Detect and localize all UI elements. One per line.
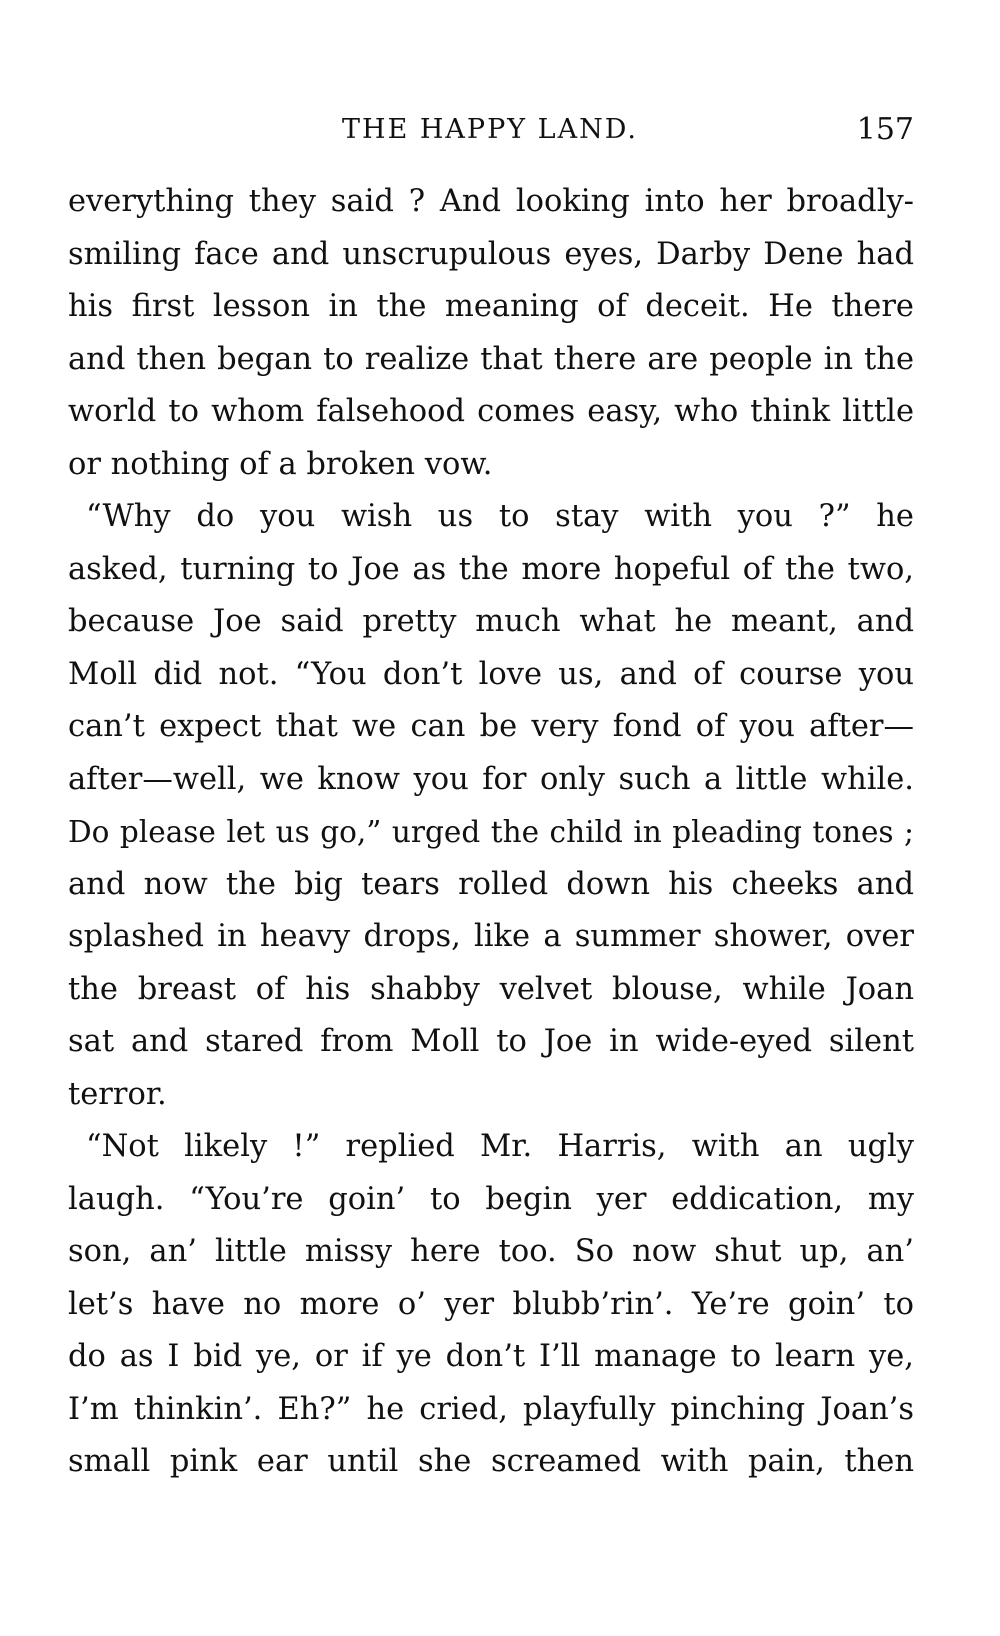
text-line: I’m thinkin’. Eh?” he cried, playfully pinching Joan’s <box>68 1391 914 1427</box>
text-line: and then began to realize that there are people in the <box>68 341 914 377</box>
paragraph-1 <box>68 176 914 491</box>
page-number: 157 <box>856 112 914 147</box>
paragraph-3 <box>68 1121 914 1489</box>
text-line: his first lesson in the meaning of deceit. He there <box>68 289 914 324</box>
text-line: sat and stared from Moll to Joe in wide-eyed silent <box>68 1024 914 1059</box>
text-line: can’t expect that we can be very fond of you after— <box>68 709 914 744</box>
text-line: world to whom falsehood comes easy, who think little <box>68 394 914 429</box>
text-line: and now the big tears rolled down his cheeks and <box>68 866 914 902</box>
text-line: splashed in heavy drops, like a summer shower, over <box>68 919 914 954</box>
paragraph-2 <box>68 491 914 1121</box>
running-head <box>66 108 914 152</box>
running-title: THE HAPPY LAND. <box>342 114 638 145</box>
text-line: small pink ear until she screamed with pain, then <box>68 1444 914 1479</box>
text-line: asked, turning to Joe as the more hopeful of the two, <box>68 551 914 587</box>
text-line: son, an’ little missy here too. So now shut up, an’ <box>68 1234 914 1269</box>
text-line: “Why do you wish us to stay with you ?” he <box>86 499 914 534</box>
text-line: everything they said ? And looking into her broadly- <box>68 184 914 219</box>
text-line: because Joe said pretty much what he meant, and <box>68 604 914 639</box>
text-line: terror. <box>68 1076 167 1112</box>
text-line: “Not likely !” replied Mr. Harris, with an ugly <box>86 1129 914 1164</box>
text-line: Do please let us go,” urged the child in pleading tones ; <box>68 815 914 849</box>
text-line: Moll did not. “You don’t love us, and of course you <box>68 656 914 692</box>
text-line: laugh. “You’re goin’ to begin yer eddication, my <box>68 1181 914 1217</box>
text-line: after—well, we know you for only such a little while. <box>68 761 914 797</box>
text-line: smiling face and unscrupulous eyes, Darby Dene had <box>68 236 914 272</box>
text-line: the breast of his shabby velvet blouse, while Joan <box>68 971 914 1007</box>
text-line: let’s have no more o’ yer blubb’rin’. Ye’re goin’ to <box>68 1286 914 1322</box>
text-line: or nothing of a broken vow. <box>68 446 493 482</box>
body-text <box>68 176 914 1489</box>
text-line: do as I bid ye, or if ye don’t I’ll manage to learn ye, <box>68 1339 914 1374</box>
